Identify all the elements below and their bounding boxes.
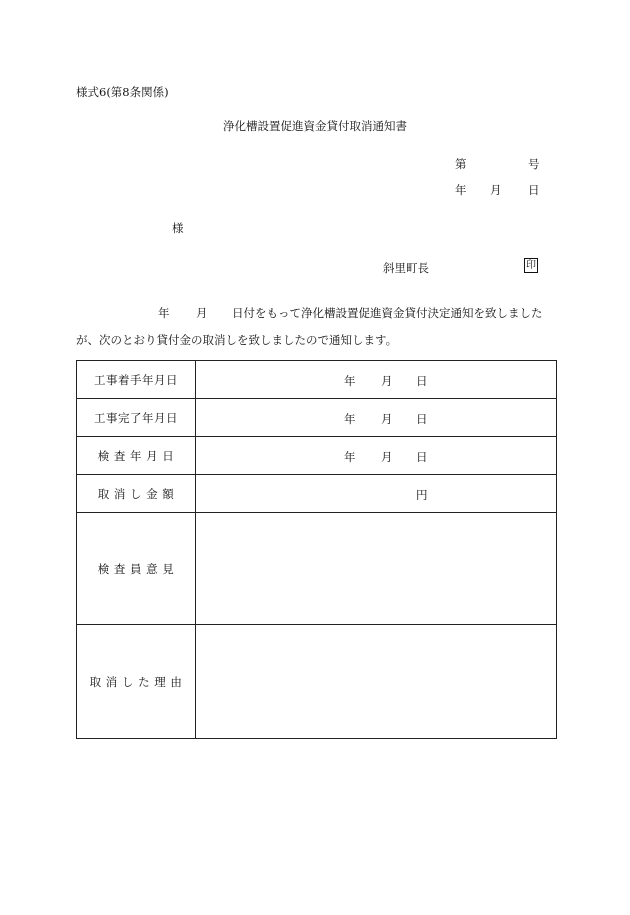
- day-label: 日: [416, 412, 428, 426]
- month-label: 月: [381, 450, 393, 464]
- construction-end-label: 工事完了年月日: [77, 399, 196, 437]
- cancellation-details-table: [76, 360, 557, 739]
- construction-start-value: [196, 361, 557, 399]
- doc-number-suffix: 号: [528, 157, 540, 171]
- issue-date-year-label: 年: [455, 183, 467, 197]
- inspector-opinion-label: 検 査 員 意 見: [77, 513, 196, 625]
- table-row-cancel-reason: [77, 625, 557, 739]
- issue-date-month-label: 月: [490, 183, 502, 197]
- table-row-construction-end: [77, 399, 557, 437]
- construction-end-value: [196, 399, 557, 437]
- table-row-construction-start: [77, 361, 557, 399]
- doc-number-prefix: 第: [455, 157, 467, 171]
- cancel-amount-label: 取 消 し 金 額: [77, 475, 196, 513]
- cancel-reason-value: [196, 625, 557, 739]
- issue-date-day-label: 日: [528, 183, 540, 197]
- cancel-reason-label: 取 消 し た 理 由: [77, 625, 196, 739]
- month-label: 月: [381, 412, 393, 426]
- table-row-cancel-amount: [77, 475, 557, 513]
- seal-mark: 印: [526, 260, 536, 271]
- inspector-opinion-value: [196, 513, 557, 625]
- table-row-inspector-opinion: [77, 513, 557, 625]
- year-label: 年: [344, 374, 356, 388]
- construction-start-label: 工事着手年月日: [77, 361, 196, 399]
- year-label: 年: [344, 450, 356, 464]
- form-number-label: 様式6(第8条関係): [76, 85, 169, 99]
- body-text-line1: 日付をもって浄化槽設置促進資金貸付決定通知を致しました: [232, 306, 543, 320]
- table-row-inspection-date: [77, 437, 557, 475]
- body-year-label: 年: [158, 306, 170, 320]
- issuer-title: 斜里町長: [383, 261, 429, 275]
- yen-label: 円: [416, 488, 428, 502]
- recipient-honorific: 様: [172, 221, 184, 235]
- day-label: 日: [416, 450, 428, 464]
- body-month-label: 月: [196, 306, 208, 320]
- month-label: 月: [381, 374, 393, 388]
- cancel-amount-value: [196, 475, 557, 513]
- year-label: 年: [344, 412, 356, 426]
- inspection-date-label: 検 査 年 月 日: [77, 437, 196, 475]
- document-title: 浄化槽設置促進資金貸付取消通知書: [223, 119, 407, 133]
- day-label: 日: [416, 374, 428, 388]
- body-text-line2: が、次のとおり貸付金の取消しを致しましたので通知します。: [76, 333, 398, 347]
- inspection-date-value: [196, 437, 557, 475]
